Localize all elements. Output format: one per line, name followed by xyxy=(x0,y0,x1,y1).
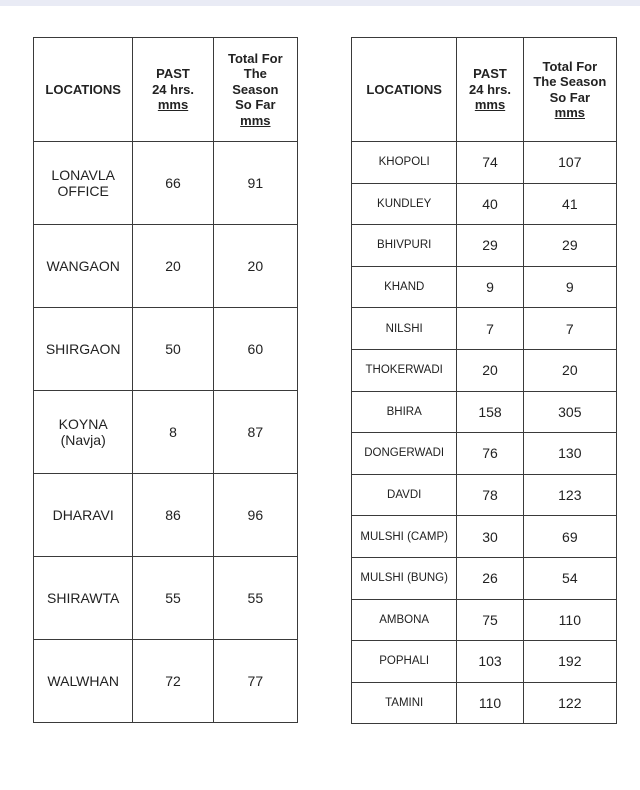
table-row xyxy=(352,516,617,558)
season-total-cell: 96 xyxy=(213,474,297,557)
table-row xyxy=(352,682,617,724)
past-24h-cell: 40 xyxy=(457,183,523,225)
table-row xyxy=(352,557,617,599)
location-cell: KOYNA (Navja) xyxy=(34,391,133,474)
past-24h-cell: 9 xyxy=(457,266,523,308)
past-24h-cell: 30 xyxy=(457,516,523,558)
rainfall-table-right xyxy=(351,37,617,724)
table-row xyxy=(34,640,298,723)
table-row xyxy=(352,225,617,267)
header-past-24h: PAST 24 hrs. mms xyxy=(133,38,213,142)
season-total-cell: 130 xyxy=(523,433,616,475)
past-24h-cell: 75 xyxy=(457,599,523,641)
location-cell: KUNDLEY xyxy=(352,183,457,225)
location-cell: BHIRA xyxy=(352,391,457,433)
season-total-cell: 9 xyxy=(523,266,616,308)
past-24h-cell: 158 xyxy=(457,391,523,433)
past-24h-cell: 76 xyxy=(457,433,523,475)
season-total-cell: 60 xyxy=(213,308,297,391)
location-cell: THOKERWADI xyxy=(352,349,457,391)
past-24h-cell: 66 xyxy=(133,142,213,225)
past-24h-cell: 110 xyxy=(457,682,523,724)
past-24h-cell: 78 xyxy=(457,474,523,516)
location-cell: DHARAVI xyxy=(34,474,133,557)
season-total-cell: 122 xyxy=(523,682,616,724)
table-row xyxy=(352,599,617,641)
past-24h-cell: 103 xyxy=(457,641,523,683)
table-row xyxy=(352,433,617,475)
season-total-cell: 55 xyxy=(213,557,297,640)
past-24h-cell: 8 xyxy=(133,391,213,474)
location-cell: DAVDI xyxy=(352,474,457,516)
season-total-cell: 192 xyxy=(523,641,616,683)
table-row xyxy=(352,308,617,350)
season-total-cell: 29 xyxy=(523,225,616,267)
header-row xyxy=(34,38,298,142)
past-24h-cell: 20 xyxy=(457,349,523,391)
past-24h-cell: 50 xyxy=(133,308,213,391)
table-row xyxy=(34,225,298,308)
table-row xyxy=(352,641,617,683)
location-cell: BHIVPURI xyxy=(352,225,457,267)
table-row xyxy=(34,557,298,640)
location-cell: SHIRGAON xyxy=(34,308,133,391)
past-24h-cell: 26 xyxy=(457,557,523,599)
table-row xyxy=(352,349,617,391)
season-total-cell: 87 xyxy=(213,391,297,474)
location-cell: SHIRAWTA xyxy=(34,557,133,640)
location-cell: DONGERWADI xyxy=(352,433,457,475)
season-total-cell: 110 xyxy=(523,599,616,641)
season-total-cell: 107 xyxy=(523,142,616,184)
table-row xyxy=(352,391,617,433)
season-total-cell: 305 xyxy=(523,391,616,433)
location-cell: AMBONA xyxy=(352,599,457,641)
table-row xyxy=(352,142,617,184)
table-row xyxy=(34,308,298,391)
season-total-cell: 54 xyxy=(523,557,616,599)
location-cell: KHOPOLI xyxy=(352,142,457,184)
location-cell: MULSHI (BUNG) xyxy=(352,557,457,599)
season-total-cell: 20 xyxy=(213,225,297,308)
season-total-cell: 20 xyxy=(523,349,616,391)
past-24h-cell: 74 xyxy=(457,142,523,184)
header-row xyxy=(352,38,617,142)
header-locations: LOCATIONS xyxy=(352,38,457,142)
location-cell: WALWHAN xyxy=(34,640,133,723)
past-24h-cell: 72 xyxy=(133,640,213,723)
season-total-cell: 41 xyxy=(523,183,616,225)
table-row xyxy=(34,391,298,474)
season-total-cell: 77 xyxy=(213,640,297,723)
season-total-cell: 7 xyxy=(523,308,616,350)
season-total-cell: 91 xyxy=(213,142,297,225)
location-cell: POPHALI xyxy=(352,641,457,683)
location-cell: NILSHI xyxy=(352,308,457,350)
past-24h-cell: 29 xyxy=(457,225,523,267)
location-cell: MULSHI (CAMP) xyxy=(352,516,457,558)
season-total-cell: 69 xyxy=(523,516,616,558)
past-24h-cell: 7 xyxy=(457,308,523,350)
season-total-cell: 123 xyxy=(523,474,616,516)
location-cell: KHAND xyxy=(352,266,457,308)
table-row xyxy=(34,474,298,557)
table-row xyxy=(34,142,298,225)
past-24h-cell: 55 xyxy=(133,557,213,640)
header-past-24h: PAST 24 hrs. mms xyxy=(457,38,523,142)
top-strip xyxy=(0,0,640,6)
header-locations: LOCATIONS xyxy=(34,38,133,142)
table-row xyxy=(352,474,617,516)
past-24h-cell: 86 xyxy=(133,474,213,557)
past-24h-cell: 20 xyxy=(133,225,213,308)
table-row xyxy=(352,183,617,225)
location-cell: TAMINI xyxy=(352,682,457,724)
header-season-total: Total For The Season So Far mms xyxy=(523,38,616,142)
location-cell: LONAVLA OFFICE xyxy=(34,142,133,225)
header-season-total: Total For The Season So Far mms xyxy=(213,38,297,142)
table-row xyxy=(352,266,617,308)
rainfall-table-left xyxy=(33,37,298,723)
location-cell: WANGAON xyxy=(34,225,133,308)
